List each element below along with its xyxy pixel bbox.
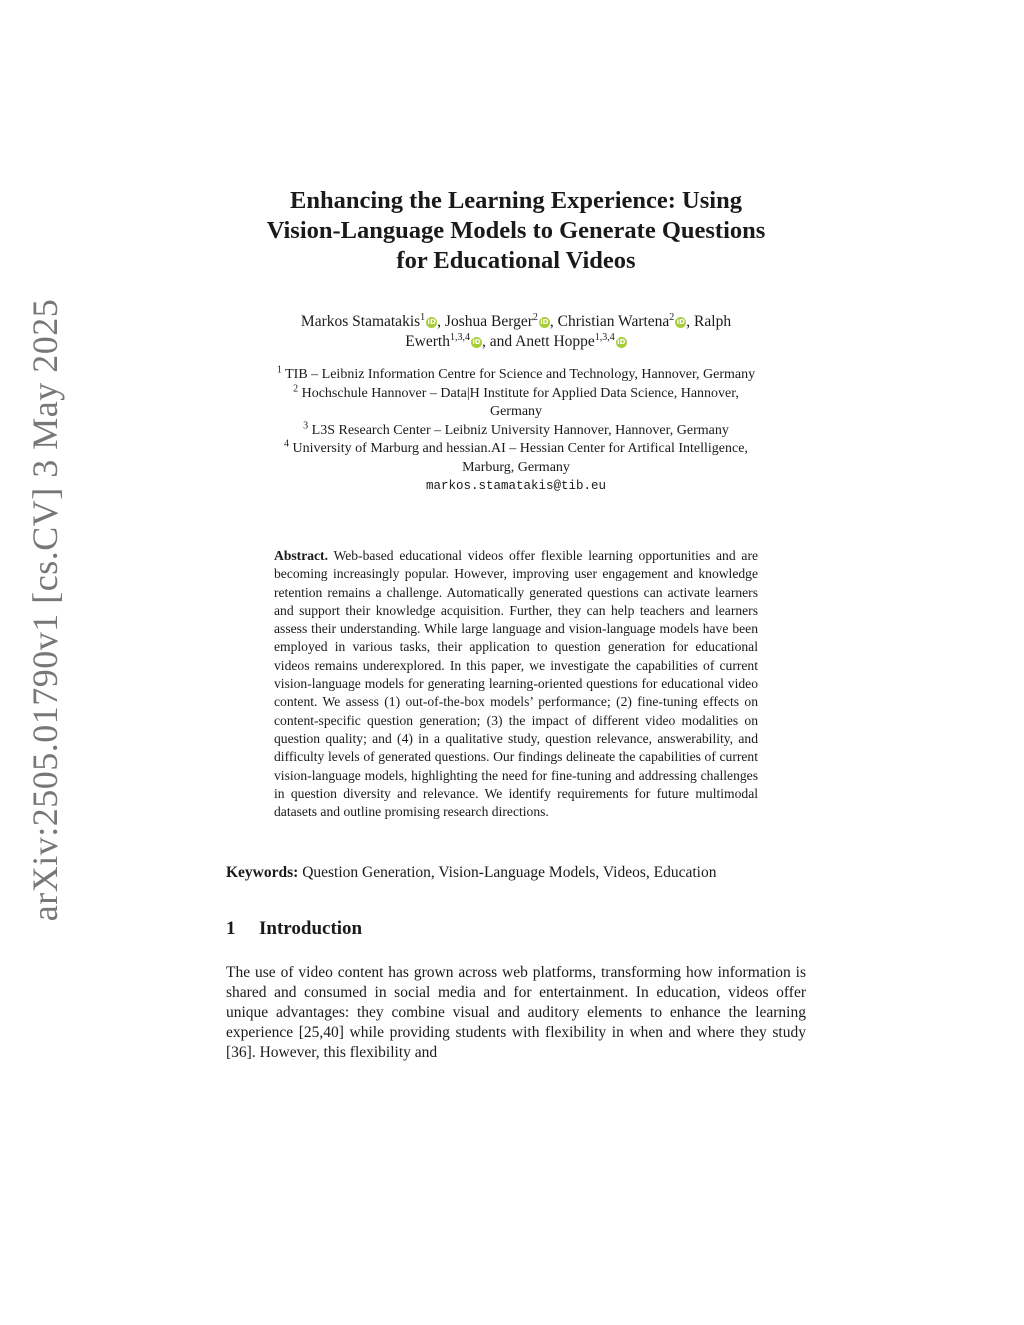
keywords xyxy=(226,863,806,883)
orcid-icon[interactable]: iD xyxy=(427,318,436,326)
affiliation-number: 1 xyxy=(276,364,282,376)
section-heading xyxy=(226,917,806,941)
author-name-part: Ralph xyxy=(694,313,732,330)
affiliation-item xyxy=(226,440,806,459)
orcid-icon[interactable]: iD xyxy=(676,318,685,326)
author-affil-sup: 2 xyxy=(669,311,675,323)
section-title-text: Introduction xyxy=(259,918,363,940)
keywords-text: Question Generation, Vision-Language Models, Videos, Education xyxy=(302,864,717,882)
abstract xyxy=(274,547,758,821)
paper-page xyxy=(226,186,806,1079)
affiliation-text: L3S Research Center – Leibniz University Hannover, Hannover, Germany xyxy=(311,422,729,438)
keywords-label: Keywords: xyxy=(226,864,299,882)
author-affil-sup: 1 xyxy=(420,311,426,323)
intro-paragraph: The use of video content has grown across web platforms, transforming how information is shared and consumed in social media and for entertainment. In education, videos offer unique advantages: they combine visual and auditory elements to enhance the learning experience [25,40] while providing students with flexibility in when and where they study [36]. However, this flexibility and xyxy=(226,964,806,1062)
title-line-3: for Educational Videos xyxy=(396,247,636,274)
abstract-text: Web-based educational videos offer flexible learning opportunities and are becoming increasingly popular. However, improving user engagement and knowledge retention remains a challenge. Automatically generated questions can activate learners and support their knowledge acquisition. Further, they can help teachers and learners assess their understanding. While large language and vision-language models have been employed in various tasks, their application to question generation for educational videos remains underexplored. In this paper, we investigate the capabilities of current vision-language models for generating learning-oriented questions for educational video content. We assess (1) out-of-the-box models’ performance; (2) fine-tuning effects on content-specific question generation; (3) the impact of different video modalities on question quality; and (4) in a qualitative study, question relevance, answerability, and difficulty levels of generated questions. Our findings delineate the capabilities of current vision-language models, highlighting the need for fine-tuning and addressing challenges in question diversity and relevance. We identify requirements for future multimodal datasets and outline promising research directions. xyxy=(274,548,759,820)
title-line-1: Enhancing the Learning Experience: Using xyxy=(290,187,742,214)
orcid-icon[interactable]: iD xyxy=(617,338,626,346)
author-name-part: Ewerth xyxy=(405,333,450,350)
arxiv-id: arXiv:2505.01790v1 [cs.CV] 3 May 2025 xyxy=(25,298,65,922)
orcid-icon[interactable]: iD xyxy=(472,338,481,346)
abstract-label: Abstract. xyxy=(274,548,328,563)
section-number: 1 xyxy=(226,918,236,940)
author-name: Joshua Berger xyxy=(444,313,533,330)
affiliation-item xyxy=(226,419,806,441)
contact-email[interactable]: markos.stamatakis@tib.eu xyxy=(425,479,607,493)
affiliation-number: 2 xyxy=(293,382,299,394)
affiliation-number: 4 xyxy=(284,438,290,450)
author-affil-sup: 1,3,4 xyxy=(594,331,615,343)
affiliation-number: 3 xyxy=(303,419,309,431)
affiliation-item xyxy=(226,366,806,385)
author-name: Markos Stamatakis xyxy=(300,313,421,330)
author-conjunction: and xyxy=(489,333,513,350)
affiliation-item xyxy=(226,382,806,404)
orcid-icon[interactable]: iD xyxy=(540,318,549,326)
title-line-2: Vision-Language Models to Generate Questions xyxy=(266,217,766,244)
author-affil-sup: 1,3,4 xyxy=(449,331,470,343)
affiliation-text: University of Marburg and hessian.AI – Hessian Center for Artifical Intelligence, xyxy=(292,441,748,456)
author-list xyxy=(226,312,806,352)
affiliation-text: Hochschule Hannover – Data|H Institute for Applied Data Science, Hannover, xyxy=(301,385,739,401)
affiliation-continuation: Germany xyxy=(489,404,543,419)
paper-title xyxy=(226,186,806,276)
arxiv-sidebar-stamp xyxy=(20,298,70,922)
affiliation-list xyxy=(226,366,806,477)
author-name: Anett Hoppe xyxy=(515,333,595,350)
author-name: Christian Wartena xyxy=(557,313,670,330)
affiliation-continuation: Marburg, Germany xyxy=(462,459,570,475)
author-affil-sup: 2 xyxy=(532,311,538,323)
affiliation-text: TIB – Leibniz Information Centre for Science and Technology, Hannover, Germany xyxy=(285,367,756,382)
author-line-1: Markos Stamatakis$^1$ iD, Joshua Berger$^2$ iD, Christian Wartena$^2$ iD, Ralph xyxy=(300,311,732,330)
author-line-2: Ewerth$^{1,3,4}$ iD, and Anett Hoppe$^{1,3,4}$ iD xyxy=(405,331,626,350)
